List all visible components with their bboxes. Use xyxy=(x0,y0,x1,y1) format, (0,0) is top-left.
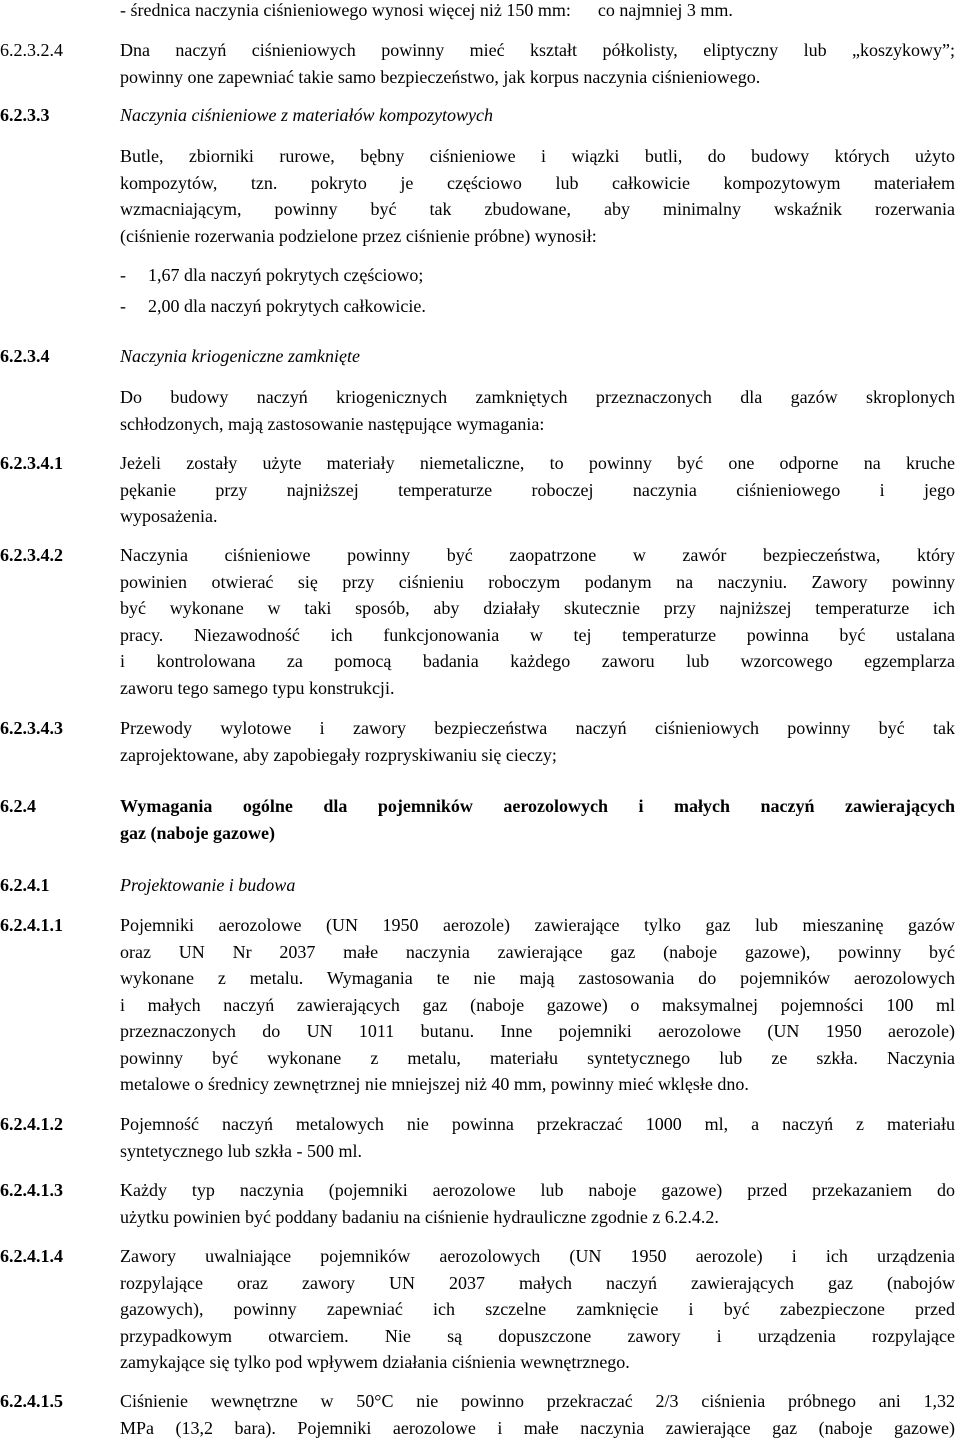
text-line: Zawory uwalniające pojemników aerozolowych (UN 1950 aerozole) i ich urządzenia xyxy=(120,1246,955,1266)
text-line: Do budowy naczyń kriogenicznych zamkniętych przeznaczonych dla gazów skroplonych xyxy=(120,387,955,407)
section-title xyxy=(120,102,955,129)
paragraph xyxy=(120,37,955,90)
paragraph xyxy=(120,384,955,437)
text-line: Naczynia ciśnieniowe powinny być zaopatrzone w zawór bezpieczeństwa, który xyxy=(120,545,955,565)
section-number: 6.2.3.3 xyxy=(0,105,50,125)
paragraph xyxy=(120,715,955,768)
section-title xyxy=(120,793,955,846)
section-title xyxy=(120,343,955,370)
text-line: przypadkowym otwarciem. Nie są dopuszczone zawory i urządzenia rozpylające xyxy=(120,1325,955,1346)
text-line: Pojemniki aerozolowe (UN 1950 aerozole) zawierające tylko gaz lub mieszaninę gazów xyxy=(120,915,955,935)
section-number: 6.2.4.1.5 xyxy=(0,1391,63,1411)
text-line: pracy. Niezawodność ich funkcjonowania w tej temperaturze powinna być ustalana xyxy=(120,624,955,645)
text-line: Naczynia ciśnieniowe z materiałów kompozytowych xyxy=(120,105,493,125)
section-number: 6.2.3.2.4 xyxy=(0,40,63,60)
text-line: Jeżeli zostały użyte materiały niemetaliczne, to powinny być one odporne na kruche xyxy=(120,453,955,473)
section-number: 6.2.4.1.4 xyxy=(0,1246,63,1266)
text-line: schłodzonych, mają zastosowanie następujące wymagania: xyxy=(120,413,545,434)
text-line: Przewody wylotowe i zawory bezpieczeństwa naczyń ciśnieniowych powinny być tak xyxy=(120,718,955,738)
bullet-text: - 1,67 dla naczyń pokrytych częściowo; xyxy=(120,265,424,285)
bullet-text: - 2,00 dla naczyń pokrytych całkowicie. xyxy=(120,296,426,316)
text-line: pękanie przy najniższej temperaturze roboczej naczynia ciśnieniowego i jego xyxy=(120,479,955,500)
text-line: gazowych), powinny zapewniać ich szczelne zamknięcie i być zabezpieczone przed xyxy=(120,1299,955,1319)
paragraph xyxy=(120,912,955,1098)
text-line: wyposażenia. xyxy=(120,506,218,526)
text-line: i kontrolowana za pomocą badania każdego zaworu lub wzorcowego egzemplarza xyxy=(120,651,955,671)
text-line: zaprojektowane, aby zapobiegały rozpryskiwaniu się cieczy; xyxy=(120,744,557,765)
text-line: wzmacniającym, powinny być tak zbudowane, aby minimalny wskaźnik rozerwania xyxy=(120,199,955,219)
text-line: Projektowanie i budowa xyxy=(120,875,296,895)
text-line: zaworu tego samego typu konstrukcji. xyxy=(120,677,395,698)
text-line: przeznaczonych do UN 1011 butanu. Inne pojemniki aerozolowe (UN 1950 aerozole) xyxy=(120,1021,955,1041)
section-number: 6.2.4 xyxy=(0,796,36,816)
paragraph xyxy=(120,450,955,530)
text-line: powinien otwierać się przy ciśnieniu roboczym podanym na naczyniu. Zawory powinny xyxy=(120,571,955,592)
paragraph xyxy=(120,1177,955,1230)
text-line: syntetycznego lub szkła - 500 ml. xyxy=(120,1140,362,1161)
paragraph xyxy=(120,0,955,24)
text-line: Wymagania ogólne dla pojemników aerozolowych i małych naczyń zawierających xyxy=(120,796,955,816)
text-line: Naczynia kriogeniczne zamknięte xyxy=(120,346,360,366)
text-line: metalowe o średnicy zewnętrznej nie mniejszej niż 40 mm, powinny mieć wklęsłe dno. xyxy=(120,1074,749,1094)
section-title xyxy=(120,872,955,899)
section-number: 6.2.3.4.1 xyxy=(0,453,63,473)
paragraph xyxy=(120,143,955,249)
text-line: (ciśnienie rozerwania podzielone przez ciśnienie próbne) wynosił: xyxy=(120,225,597,246)
section-number: 6.2.4.1.2 xyxy=(0,1114,63,1134)
section-number: 6.2.4.1.3 xyxy=(0,1180,63,1200)
section-number: 6.2.3.4.2 xyxy=(0,545,63,565)
paragraph xyxy=(120,542,955,701)
text-line: użytku powinien być poddany badaniu na ciśnienie hydrauliczne zgodnie z 6.2.4.2. xyxy=(120,1206,719,1227)
text-line: i małych naczyń zawierających gaz (naboje gazowe) o maksymalnej pojemności 100 ml xyxy=(120,994,955,1015)
text-line: wykonane z metalu. Wymagania te nie mają zastosowania do pojemników aerozolowych xyxy=(120,968,955,988)
section-number: 6.2.3.4.3 xyxy=(0,718,63,738)
text-line: oraz UN Nr 2037 małe naczynia zawierające gaz (naboje gazowe), powinny być xyxy=(120,941,955,962)
section-number: 6.2.4.1.1 xyxy=(0,915,63,935)
text-line: MPa (13,2 bara). Pojemniki aerozolowe i małe naczynia zawierające gaz (naboje gazowe) xyxy=(120,1417,955,1438)
text-line: Pojemność naczyń metalowych nie powinna przekraczać 1000 ml, a naczyń z materiału xyxy=(120,1114,955,1134)
paragraph xyxy=(120,1111,955,1164)
text-line: gaz (naboje gazowe) xyxy=(120,822,275,843)
text-line: zamykające się tylko pod wpływem działania ciśnienia wewnętrznego. xyxy=(120,1352,630,1372)
text-line: - średnica naczynia ciśnieniowego wynosi więcej niż 150 mm: co najmniej 3 mm. xyxy=(120,0,733,20)
text-line: Dna naczyń ciśnieniowych powinny mieć kształt półkolisty, eliptyczny lub „koszykowy”; xyxy=(120,40,955,60)
text-line: powinny być wykonane z metalu, materiału syntetycznego lub ze szkła. Naczynia xyxy=(120,1047,955,1068)
paragraph xyxy=(120,1243,955,1376)
paragraph xyxy=(120,1388,955,1441)
text-line: rozpylające oraz zawory UN 2037 małych naczyń zawierających gaz (nabojów xyxy=(120,1272,955,1293)
text-line: Ciśnienie wewnętrzne w 50°C nie powinno przekraczać 2/3 ciśnienia próbnego ani 1,32 xyxy=(120,1391,955,1411)
text-line: Każdy typ naczynia (pojemniki aerozolowe lub naboje gazowe) przed przekazaniem do xyxy=(120,1180,955,1200)
text-line: powinny one zapewniać takie samo bezpieczeństwo, jak korpus naczynia ciśnieniowego. xyxy=(120,66,761,87)
text-line: Butle, zbiorniki rurowe, bębny ciśnieniowe i wiązki butli, do budowy których użyto xyxy=(120,146,955,166)
section-number: 6.2.4.1 xyxy=(0,875,50,895)
text-line: być wykonane w taki sposób, aby działały skutecznie przy najniższej temperaturze ich xyxy=(120,598,955,618)
text-line: kompozytów, tzn. pokryto je częściowo lub całkowicie kompozytowym materiałem xyxy=(120,172,955,193)
section-number: 6.2.3.4 xyxy=(0,346,50,366)
